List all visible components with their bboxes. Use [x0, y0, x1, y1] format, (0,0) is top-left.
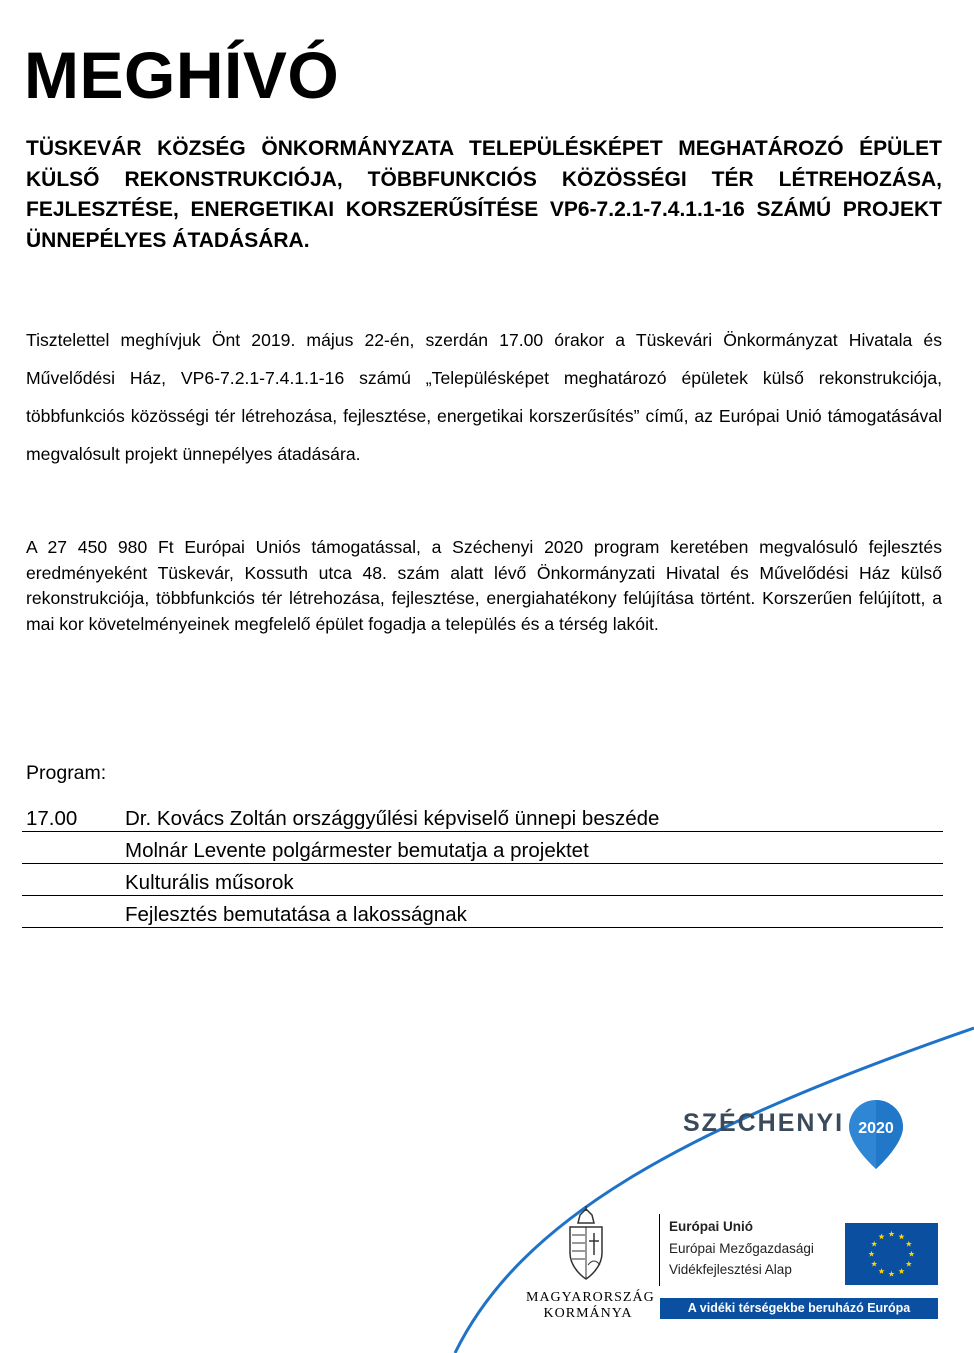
kormany-logo-line2: KORMÁNYA	[543, 1306, 633, 1321]
program-item: Kulturális műsorok	[125, 864, 943, 896]
kormany-logo-line1: MAGYARORSZÁG	[526, 1290, 655, 1305]
eu-slogan-banner: A vidéki térségekbe beruházó Európa	[660, 1298, 938, 1319]
szechenyi-year: 2020	[858, 1120, 894, 1137]
program-item: Molnár Levente polgármester bemutatja a projektet	[125, 832, 943, 864]
eu-title: Európai Unió	[669, 1219, 753, 1234]
decorative-arc	[0, 950, 974, 1353]
project-description-paragraph: A 27 450 980 Ft Európai Uniós támogatással, a Széchenyi 2020 program keretében megvalósuló fejlesztés eredményeként Tüskevár, Kossuth utca 48. szám alatt lévő Önkormányzati Hivatal és Művelődési Ház külső rekonstrukciója, többfunkciós tér létrehozása, fejlesztése, energiahatékony felújítása történt. Korszerűen felújított, a mai kor követelményeinek megfelelő épület fogadja a település és a térség lakóit.	[26, 537, 942, 634]
eu-fund-name-line2: Vidékfejlesztési Alap	[669, 1262, 792, 1277]
program-item: Fejlesztés bemutatása a lakosságnak	[125, 896, 943, 928]
szechenyi-2020-pin-icon	[846, 1097, 906, 1172]
table-row	[22, 832, 943, 864]
hungarian-coat-of-arms-icon	[566, 1205, 606, 1283]
table-row	[22, 896, 943, 928]
document-title: MEGHÍVÓ	[24, 38, 340, 112]
program-time	[22, 832, 125, 864]
table-row	[22, 800, 943, 832]
program-table	[22, 800, 943, 928]
szechenyi-logo-text: SZÉCHENYI	[683, 1109, 845, 1137]
program-time	[22, 896, 125, 928]
program-item: Dr. Kovács Zoltán országgyűlési képviselő ünnepi beszéde	[125, 800, 943, 832]
eu-divider	[659, 1214, 660, 1286]
program-time	[22, 864, 125, 896]
table-row	[22, 864, 943, 896]
eu-fund-name-line1: Európai Mezőgazdasági	[669, 1241, 814, 1256]
invitation-paragraph: Tisztelettel meghívjuk Önt 2019. május 22-én, szerdán 17.00 órakor a Tüskevári Önkormányzat Hivatala és Művelődési Ház, VP6-7.2.1-7.4.1.1-16 számú „Településképet meghatározó épületek külső rekonstrukciója, többfunkciós közösségi tér létrehozása, fejlesztése, energetikai korszerűsítés” című, az Európai Unió támogatásával megvalósult projekt ünnepélyes átadására.	[26, 330, 942, 464]
program-label: Program:	[26, 762, 107, 784]
document-subtitle: TÜSKEVÁR KÖZSÉG ÖNKORMÁNYZATA TELEPÜLÉSKÉPET MEGHATÁROZÓ ÉPÜLET KÜLSŐ REKONSTRUKCIÓJA, TÖBBFUNKCIÓS KÖZÖSSÉGI TÉR LÉTREHOZÁSA, FEJLESZTÉSE, ENERGETIKAI KORSZERŰSÍTÉSE VP6-7.2.1-7.4.1.1-16 SZÁMÚ PROJEKT ÜNNEPÉLYES ÁTADÁSÁRA.	[26, 137, 942, 252]
eu-flag-icon	[845, 1223, 938, 1285]
program-time: 17.00	[22, 800, 125, 832]
